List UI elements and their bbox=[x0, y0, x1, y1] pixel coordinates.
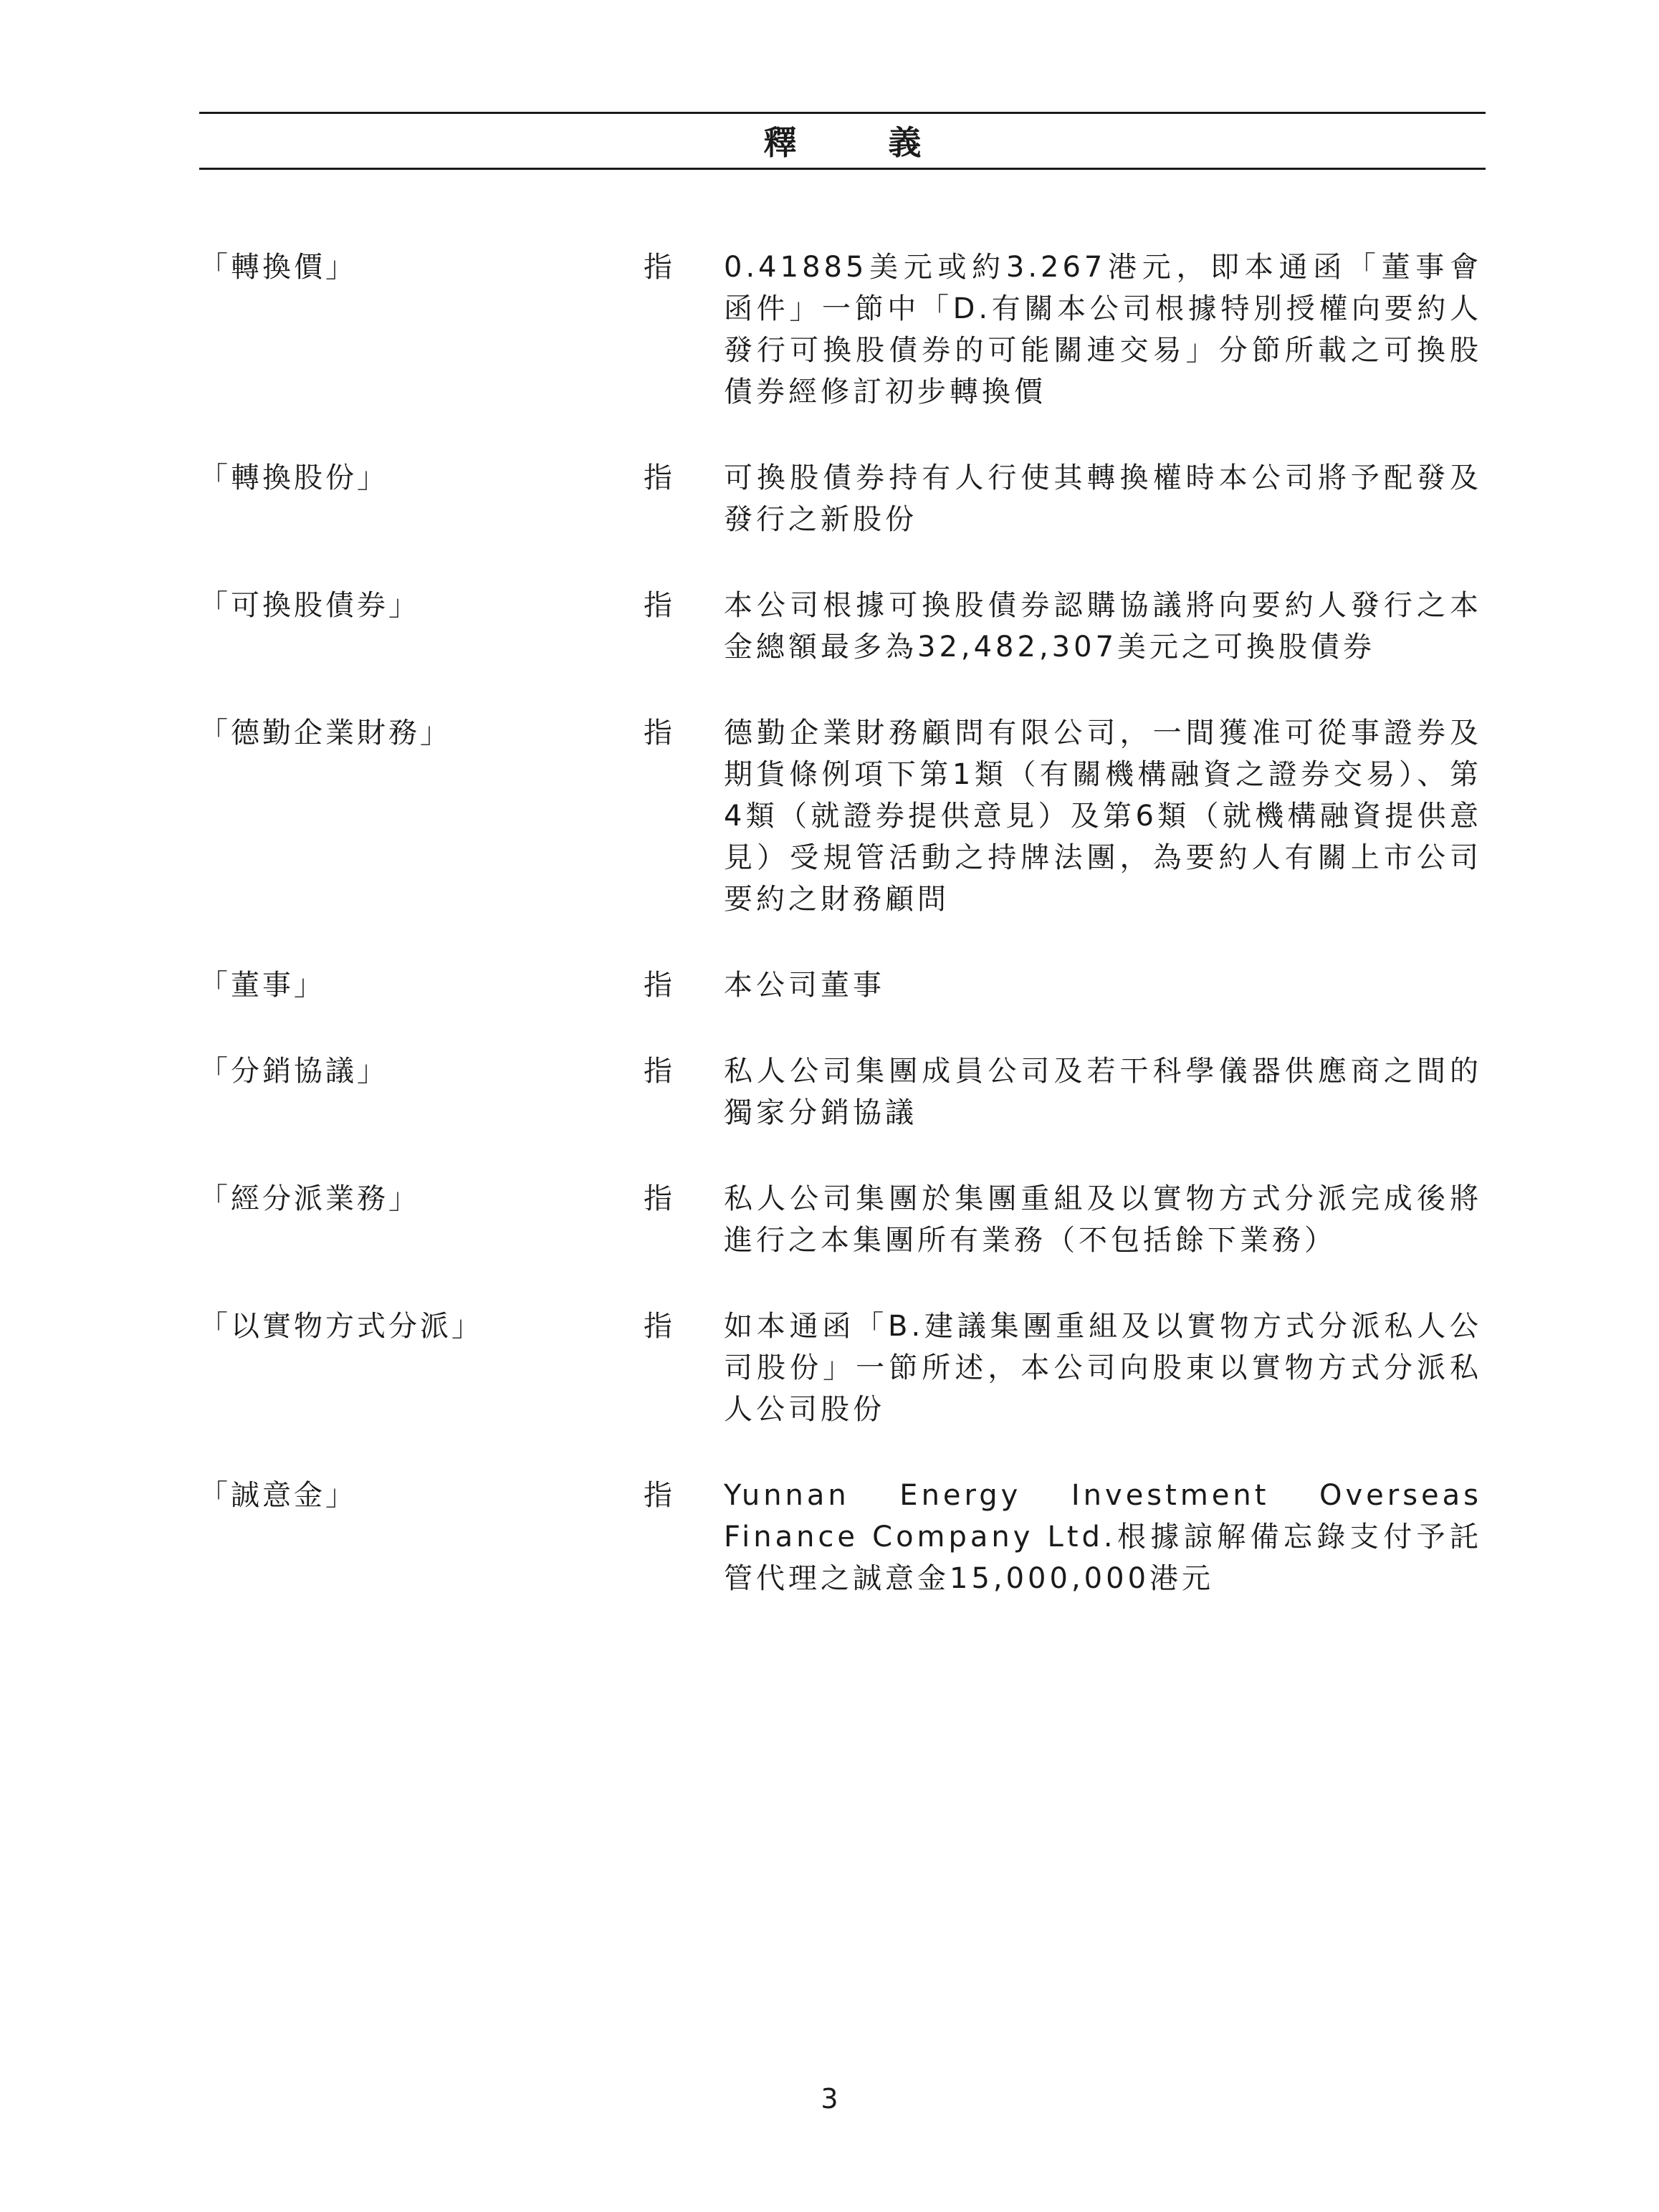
definition-term: 「分銷協議」 bbox=[199, 1055, 388, 1088]
definition-entry bbox=[199, 712, 1486, 920]
definition-entry bbox=[199, 585, 1486, 668]
definition-term: 「可換股債券」 bbox=[199, 589, 420, 622]
definition-text: 本公司董事 bbox=[724, 969, 885, 1002]
means-label: 指 bbox=[644, 1182, 672, 1215]
definition-entry bbox=[199, 1178, 1486, 1261]
definition-text: Yunnan Energy Investment Overseas Finance Company Ltd.根據諒解備忘錄支付予託管代理之誠意金15,000,000港元 bbox=[724, 1479, 1482, 1595]
definition-term: 「經分派業務」 bbox=[199, 1182, 420, 1215]
means-label: 指 bbox=[644, 1479, 672, 1512]
means-label: 指 bbox=[644, 251, 672, 284]
means-label: 指 bbox=[644, 589, 672, 622]
definition-entry bbox=[199, 1475, 1486, 1599]
definition-term: 「董事」 bbox=[199, 969, 325, 1002]
page-title: 釋 義 bbox=[763, 123, 962, 162]
definitions-list bbox=[199, 246, 1486, 1644]
definition-text: 0.41885美元或約3.267港元，即本通函「董事會函件」一節中「D.有關本公司根據特別授權向要約人發行可換股債券的可能關連交易」分節所載之可換股債券經修訂初步轉換價 bbox=[724, 251, 1482, 408]
definition-text: 如本通函「B.建議集團重組及以實物方式分派私人公司股份」一節所述，本公司向股東以實物方式分派私人公司股份 bbox=[724, 1310, 1482, 1426]
definition-term: 「轉換股份」 bbox=[199, 461, 388, 494]
definition-term: 「轉換價」 bbox=[199, 251, 357, 284]
means-label: 指 bbox=[644, 717, 672, 750]
header-rule-bottom bbox=[199, 168, 1486, 170]
definition-entry bbox=[199, 964, 1486, 1006]
definition-term: 「誠意金」 bbox=[199, 1479, 357, 1512]
definition-term: 「德勤企業財務」 bbox=[199, 717, 451, 750]
definition-entry bbox=[199, 246, 1486, 413]
definition-text: 德勤企業財務顧問有限公司，一間獲准可從事證券及期貨條例項下第1類（有關機構融資之證券交易）、第4類（就證券提供意見）及第6類（就機構融資提供意見）受規管活動之持牌法團，為要約人有關上市公司要約之財務顧問 bbox=[724, 717, 1482, 916]
definition-text: 私人公司集團成員公司及若干科學儀器供應商之間的獨家分銷協議 bbox=[724, 1055, 1482, 1129]
definition-text: 本公司根據可換股債券認購協議將向要約人發行之本金總額最多為32,482,307美元之可換股債券 bbox=[724, 589, 1482, 664]
means-label: 指 bbox=[644, 969, 672, 1002]
definition-text: 可換股債券持有人行使其轉換權時本公司將予配發及發行之新股份 bbox=[724, 461, 1482, 536]
page-number: 3 bbox=[821, 2083, 838, 2115]
means-label: 指 bbox=[644, 1055, 672, 1088]
header-rule-top bbox=[199, 112, 1486, 114]
definition-term: 「以實物方式分派」 bbox=[199, 1310, 483, 1343]
means-label: 指 bbox=[644, 461, 672, 494]
definition-text: 私人公司集團於集團重組及以實物方式分派完成後將進行之本集團所有業務（不包括餘下業務） bbox=[724, 1182, 1482, 1257]
definition-entry bbox=[199, 1306, 1486, 1430]
definition-entry bbox=[199, 457, 1486, 540]
means-label: 指 bbox=[644, 1310, 672, 1343]
definition-entry bbox=[199, 1050, 1486, 1134]
